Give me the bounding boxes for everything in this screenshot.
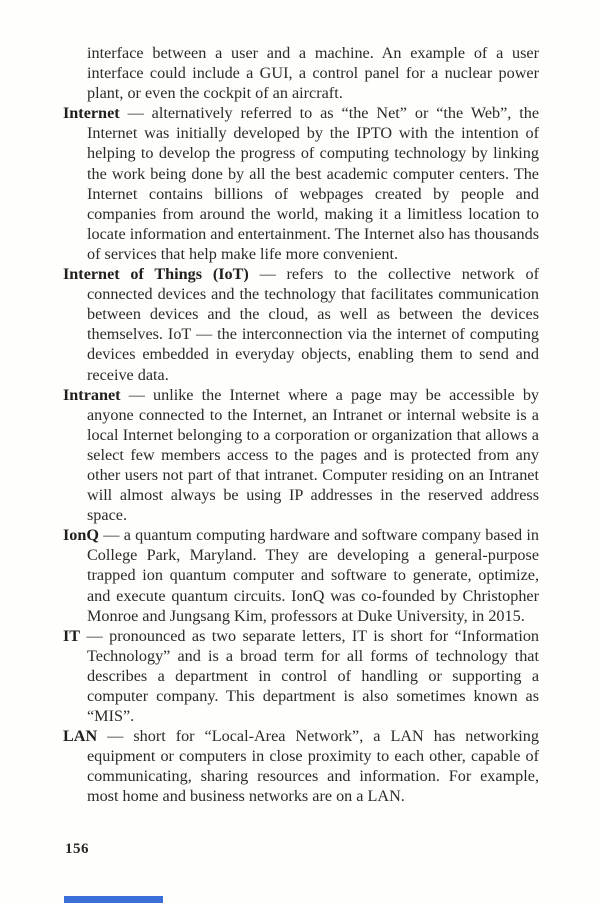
glossary-term: Intranet [63, 385, 121, 404]
reading-progress-bar[interactable] [64, 896, 163, 903]
glossary-definition: a quantum computing hardware and software company based in College Park, Maryland. They are developing a general-purpose trapped ion quantum computer and software to generate, optimize, and execute quantum circuits. IonQ was co-founded by Christopher Monroe and Jungsang Kim, professors at Duke University, in 2015. [87, 526, 539, 625]
glossary-entry-lan [63, 726, 539, 806]
glossary-definition: unlike the Internet where a page may be accessible by anyone connected to the Internet, an Intranet or internal website is a local Internet belonging to a corporation or organization that allows a select few members access to the pages and is protected from any other users not part of that intranet. Computer residing on an Intranet will almost always be using IP addresses in the reserved address space. [87, 385, 540, 525]
glossary-definition: alternatively referred to as “the Net” or “the Web”, the Internet was initially developed by the IPTO with the intention of helping to develop the progress of computing technology by linking the work being done by all the best academic computer centers. The Internet contains billions of webpages created by people and companies from around the world, making it a limitless location to locate information and entertainment. The Internet also has thousands of services that help make life more convenient. [87, 104, 540, 263]
glossary-entry-it [63, 626, 539, 726]
term-dash: — [259, 265, 276, 284]
page-number: 156 [65, 841, 89, 857]
glossary-entry-internet-of-things [63, 264, 539, 385]
term-dash: — [107, 727, 124, 746]
glossary-term: Internet [63, 104, 120, 123]
glossary-definition: short for “Local-Area Network”, a LAN has networking equipment or computers in close proximity to each other, capable of communicating, sharing resources and information. For example, most home and business networks are on a LAN. [87, 727, 539, 806]
term-dash: — [127, 104, 144, 123]
glossary-definition: pronounced as two separate letters, IT is short for “Information Technology” and is a broad term for all forms of technology that describes a department in control of handling or supporting a computer company. This department is also sometimes known as “MIS”. [87, 626, 540, 726]
glossary-entry-ionq [63, 525, 539, 625]
glossary-text-block [63, 43, 539, 807]
glossary-term: IT [63, 626, 81, 645]
term-dash: — [86, 626, 103, 645]
term-dash: — [128, 385, 145, 404]
glossary-entry-internet [63, 103, 539, 264]
term-dash: — [103, 526, 120, 545]
glossary-definition: refers to the collective network of connected devices and the technology that facilitates communication between devices and the cloud, as well as between the devices themselves. IoT — the interconnection via the internet of computing devices embedded in everyday objects, enabling them to send and receive data. [87, 265, 539, 384]
glossary-term: LAN [63, 727, 98, 746]
paragraph-continuation: interface between a user and a machine. An example of a user interface could include a GUI, a control panel for a nuclear power plant, or even the cockpit of an aircraft. [87, 44, 539, 103]
glossary-term: IonQ [63, 526, 99, 545]
glossary-term: Internet of Things (IoT) [63, 265, 249, 284]
glossary-entry-intranet [63, 385, 539, 526]
